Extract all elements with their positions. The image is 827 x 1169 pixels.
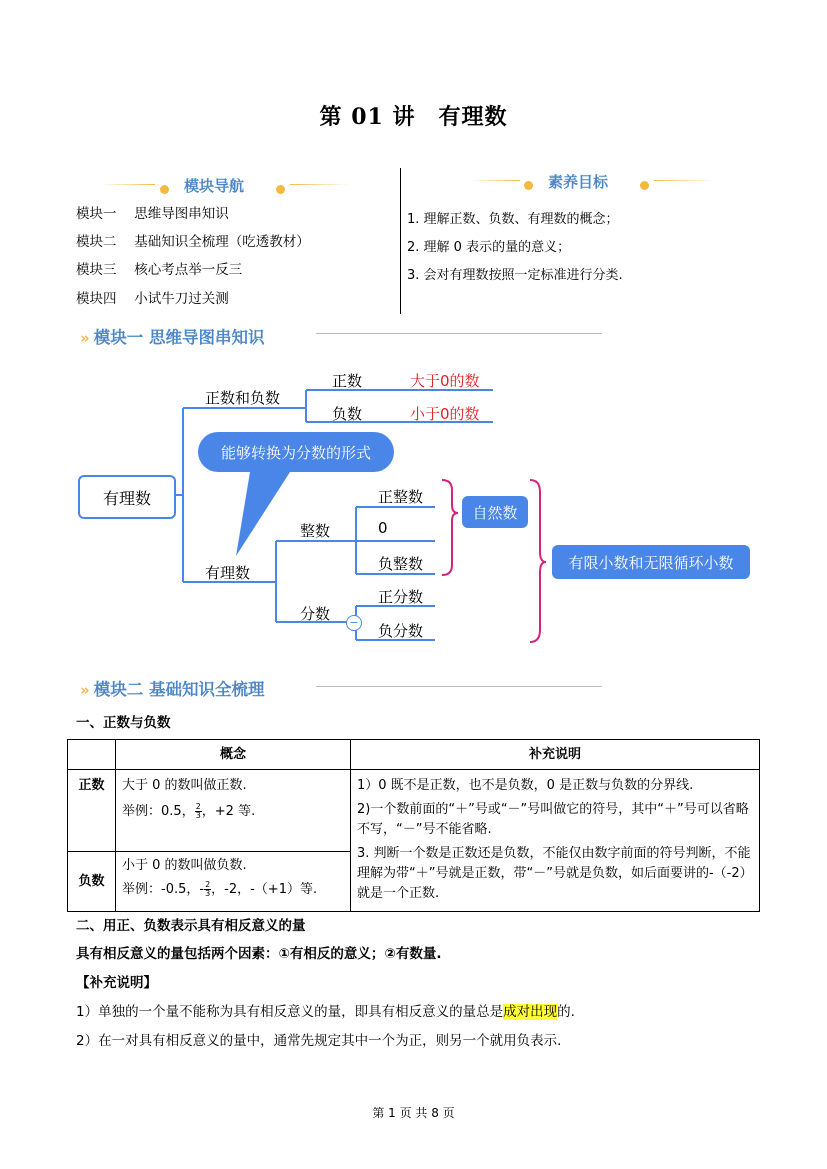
factors-line: 具有相反意义的量包括两个因素：①有相反的意义；②有数量.: [76, 946, 442, 962]
mindmap-negative-desc: 小于0的数: [410, 405, 480, 423]
positive-example-prefix: 举例：0.5，: [122, 804, 195, 819]
mindmap-neg-int: 负整数: [378, 555, 424, 573]
goal-item-1: 1. 理解正数、负数、有理数的概念；: [407, 212, 619, 227]
mindmap-pos-int: 正整数: [378, 488, 424, 506]
double-chevron-icon: »: [80, 681, 90, 699]
page-title: 第 01 讲 有理数: [319, 104, 508, 130]
mindmap-integer: 整数: [300, 522, 331, 540]
mindmap-root: 有理数: [78, 475, 176, 519]
negative-example-suffix: ，-2，-（+1）等.: [211, 882, 318, 897]
mindmap-negative: 负数: [332, 405, 363, 423]
point-1-highlight: 成对出现: [503, 1004, 558, 1020]
supplement-heading: 【补充说明】: [76, 975, 157, 991]
positive-frac-numerator: 2: [195, 802, 201, 811]
note-3: 3. 判断一个数是正数还是负数，不能仅由数字前面的符号判断，不能理解为带“＋”号就是正数，带“－”号就是负数，如后面要讲的-（-2）就是一个正数.: [357, 846, 753, 901]
page-footer: 第 1 页 共 8 页: [372, 1106, 455, 1120]
concept-table: [67, 739, 760, 912]
module2-rule: [316, 686, 602, 687]
mindmap-pos-neg: 正数和负数: [205, 389, 281, 407]
goal-item-2: 2. 理解 0 表示的量的意义；: [407, 240, 571, 255]
negative-example: [122, 880, 344, 900]
mindmap-decimals: 有限小数和无限循环小数: [552, 545, 750, 579]
mindmap-positive-desc: 大于0的数: [410, 372, 480, 390]
mindmap-pos-frac: 正分数: [378, 588, 424, 606]
mindmap-fraction: 分数: [300, 605, 331, 623]
nav-item-4: 模块四 小试牛刀过关测: [76, 291, 229, 307]
positive-example: [122, 802, 344, 822]
negative-example-prefix: 举例：-0.5，-: [122, 882, 205, 897]
point-1: [76, 1000, 575, 1020]
collapse-icon[interactable]: −: [346, 615, 362, 631]
mindmap-natural: 自然数: [462, 496, 528, 528]
double-chevron-icon: »: [80, 329, 90, 347]
note-2: 2)一个数前面的“＋”号或“－”号叫做它的符号，其中“＋”号可以省略不写，“－”号不能省略.: [357, 802, 749, 837]
mindmap-zero: 0: [378, 519, 388, 537]
positive-frac-denominator: 3: [195, 811, 201, 820]
positive-example-suffix: ，+2 等.: [201, 804, 256, 819]
mindmap-rational: 有理数: [205, 564, 251, 582]
table-header-concept: 概念: [116, 740, 351, 770]
notes-cell: [351, 770, 760, 912]
negative-frac-numerator: 2: [205, 880, 211, 889]
module2-heading-text: 模块二 基础知识全梳理: [93, 680, 265, 699]
nav-item-2: 模块二 基础知识全梳理（吃透教材）: [76, 234, 310, 250]
goal-item-3: 3. 会对有理数按照一定标准进行分类.: [407, 268, 623, 283]
goals-heading: 素养目标: [548, 173, 609, 191]
section1-heading: 一、正数与负数: [76, 715, 171, 731]
section2-heading: 二、用正、负数表示具有相反意义的量: [76, 918, 306, 934]
mindmap-neg-frac: 负分数: [378, 622, 424, 640]
table-header-notes: 补充说明: [351, 740, 760, 770]
point-2: 2）在一对具有相反意义的量中，通常先规定其中一个为正，则另一个就用负表示.: [76, 1033, 562, 1049]
nav-heading: 模块导航: [184, 177, 245, 195]
mindmap-positive: 正数: [332, 372, 363, 390]
nav-item-1: 模块一 思维导图串知识: [76, 206, 229, 222]
module2-heading: [80, 676, 264, 700]
positive-example-fraction: [195, 803, 202, 820]
negative-frac-denominator: 3: [205, 889, 211, 898]
nav-item-3: 模块三 核心考点举一反三: [76, 262, 243, 278]
point-1-suffix: 的.: [557, 1004, 575, 1020]
row-negative-label: 负数: [68, 852, 116, 912]
module1-heading-text: 模块一 思维导图串知识: [93, 328, 265, 347]
row-negative-concept: [116, 852, 351, 912]
row-positive-concept: [116, 770, 351, 852]
row-positive-label: 正数: [68, 770, 116, 852]
mindmap-callout: 能够转换为分数的形式: [198, 432, 394, 472]
point-1-prefix: 1）单独的一个量不能称为具有相反意义的量，即具有相反意义的量总是: [76, 1004, 504, 1020]
note-1: 1）0 既不是正数，也不是负数，0 是正数与负数的分界线.: [357, 778, 694, 793]
table-header-empty: [68, 740, 116, 770]
positive-definition: 大于 0 的数叫做正数.: [122, 778, 247, 793]
negative-definition: 小于 0 的数叫做负数.: [122, 858, 247, 873]
